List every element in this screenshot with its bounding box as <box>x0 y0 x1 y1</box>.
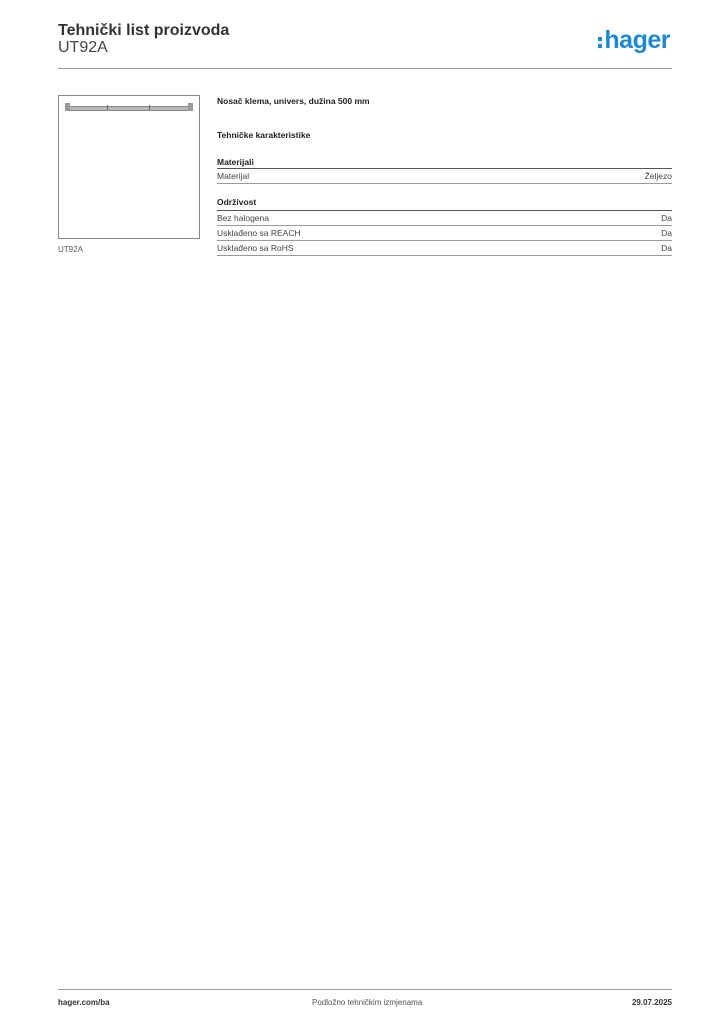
product-image-caption: UT92A <box>58 245 83 254</box>
spec-row <box>217 169 672 184</box>
product-name: Nosač klema, univers, dužina 500 mm <box>217 96 370 106</box>
logo-dots-icon <box>598 37 602 48</box>
spec-row <box>217 211 672 226</box>
page-header <box>58 20 672 70</box>
spec-value: Željezo <box>644 171 672 181</box>
product-code: UT92A <box>58 39 108 56</box>
product-image <box>58 95 200 239</box>
footer-website: hager.com/ba <box>58 998 110 1007</box>
terminal-rail-icon <box>65 103 193 111</box>
group-title-sustainability: Održivost <box>217 197 257 207</box>
spec-label: Materijal <box>217 171 250 181</box>
logo-wordmark: hager <box>604 26 670 54</box>
spec-value: Da <box>661 228 672 238</box>
spec-label: Usklađeno sa REACH <box>217 228 301 238</box>
footer-divider <box>58 989 672 990</box>
document-title: Tehnički list proizvoda <box>58 22 230 39</box>
group-title-materials: Materijali <box>217 157 254 167</box>
spec-label: Usklađeno sa RoHS <box>217 243 294 253</box>
header-divider <box>58 68 672 69</box>
hager-logo <box>598 26 670 54</box>
spec-value: Da <box>661 243 672 253</box>
footer-note: Podložno tehničkim izmjenama <box>312 998 423 1007</box>
spec-value: Da <box>661 213 672 223</box>
spec-row <box>217 226 672 241</box>
specs-section-title: Tehničke karakteristike <box>217 130 311 140</box>
spec-label: Bez halogena <box>217 213 269 223</box>
spec-row <box>217 241 672 256</box>
footer-date: 29.07.2025 <box>631 998 672 1007</box>
